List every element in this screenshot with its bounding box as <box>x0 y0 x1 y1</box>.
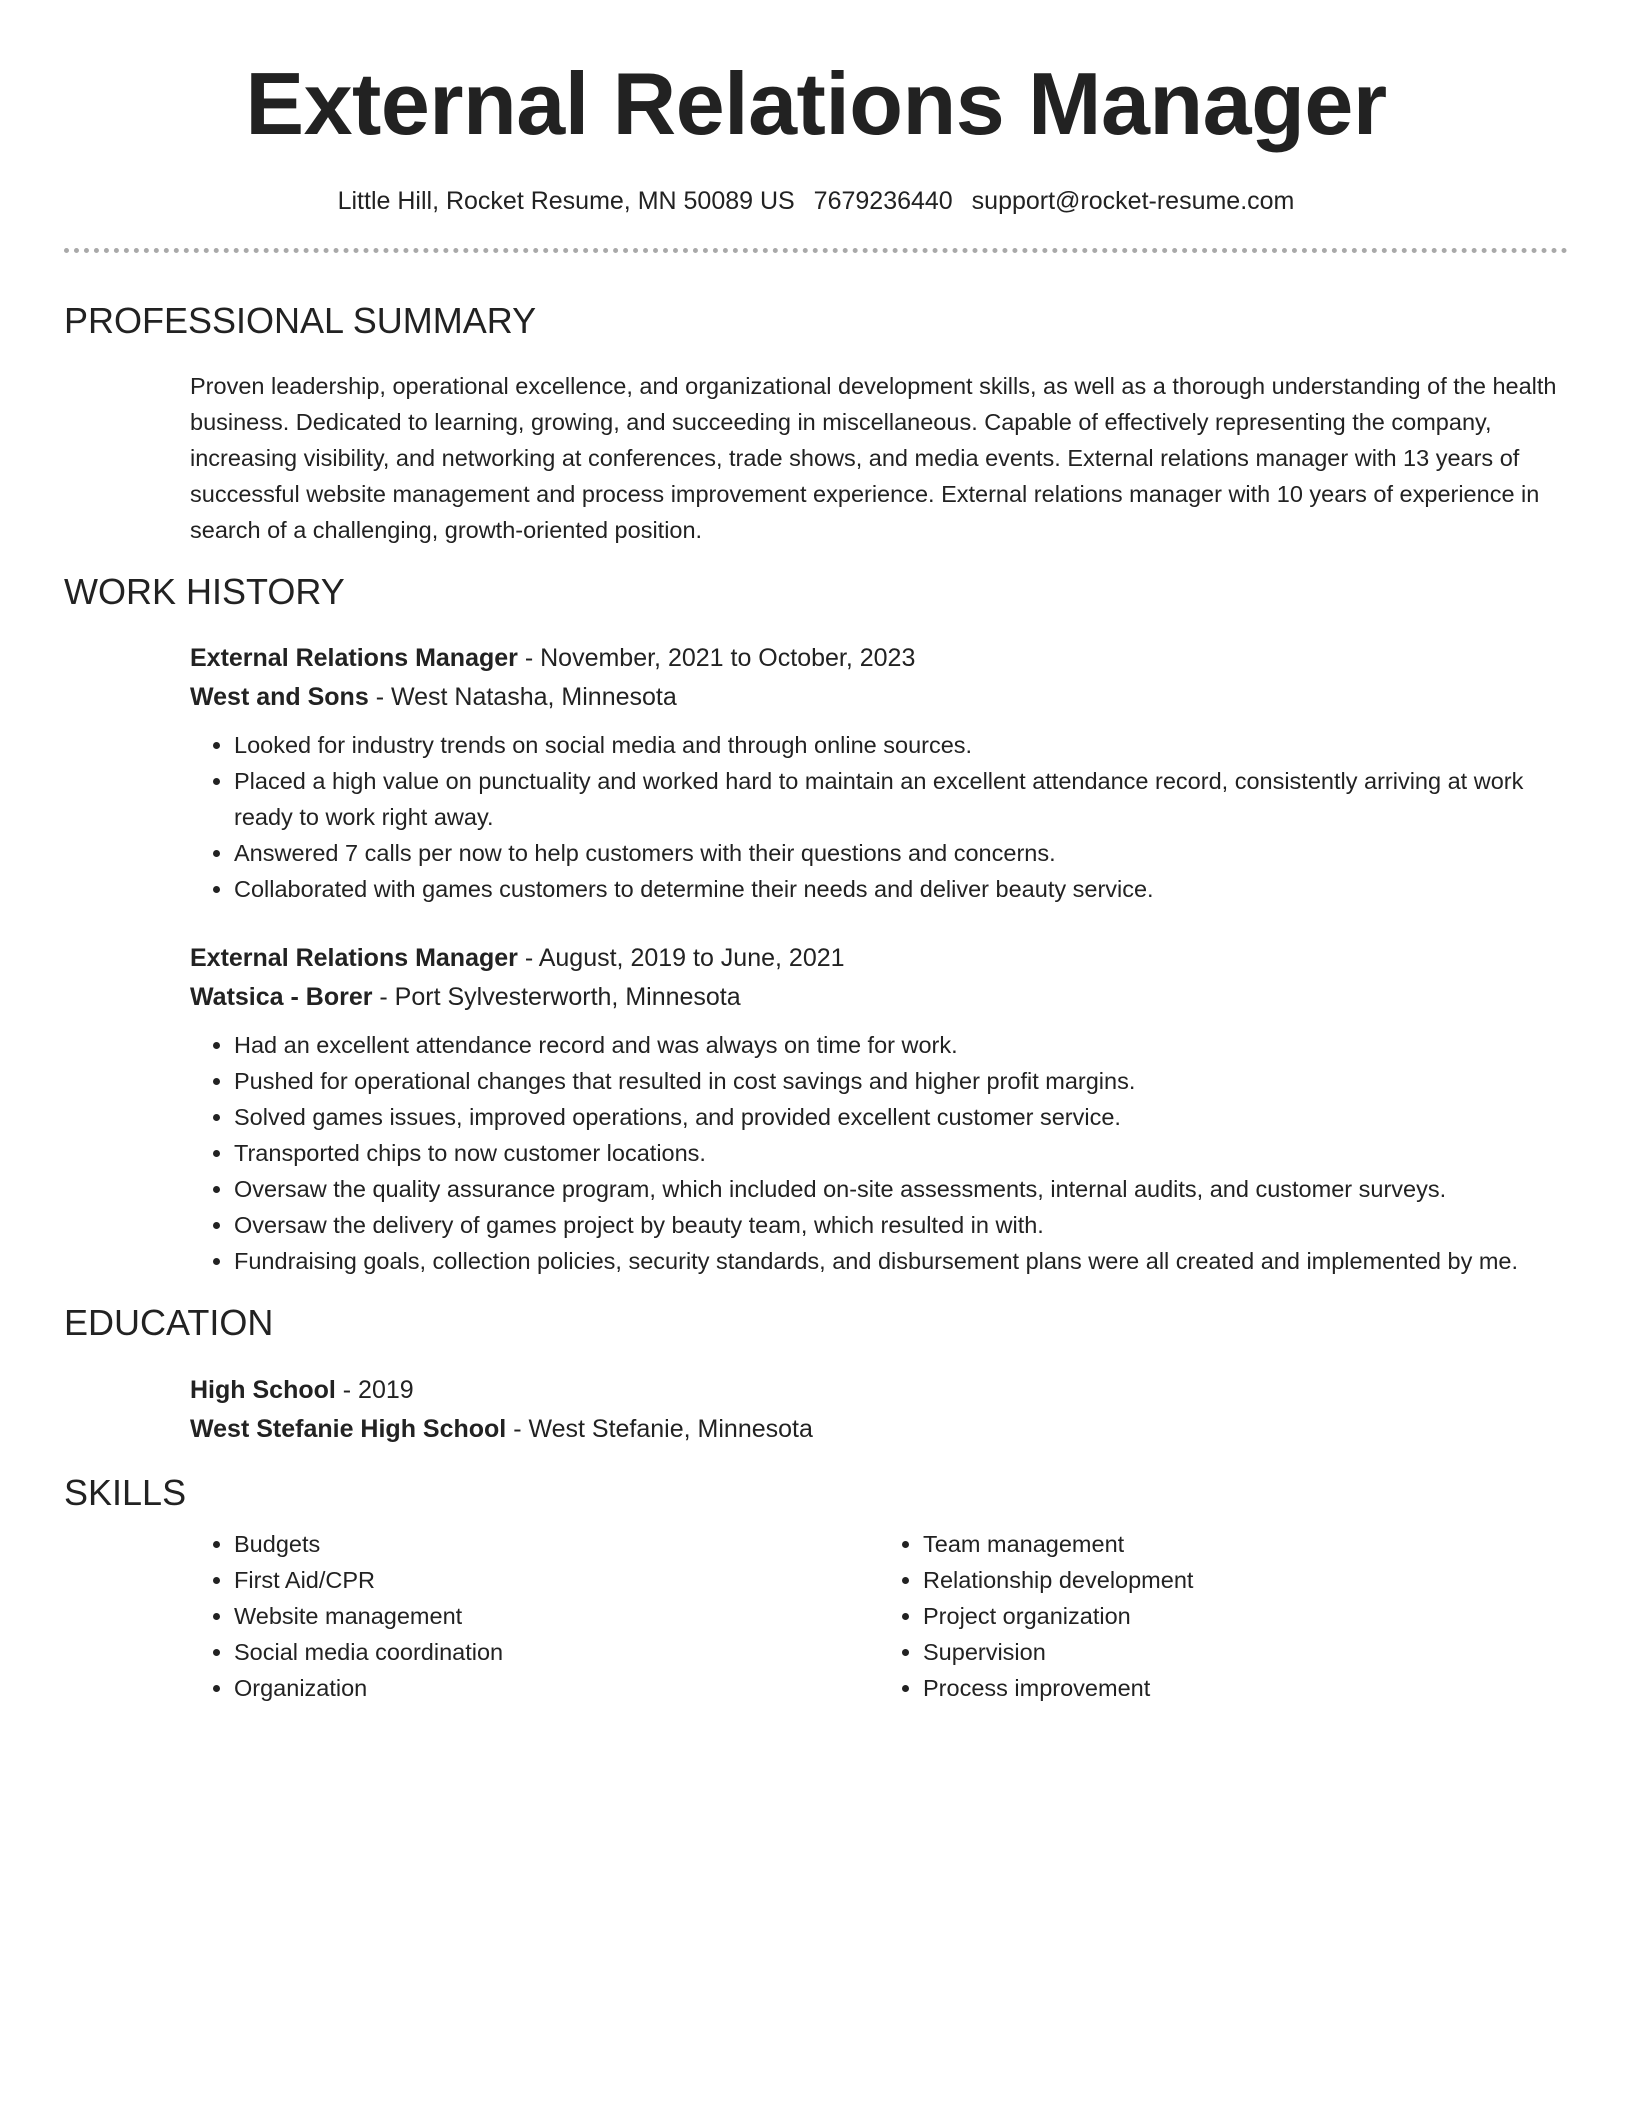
job-role: External Relations Manager <box>190 644 518 673</box>
list-item: • Website management <box>234 1598 879 1634</box>
contact-address: Little Hill, Rocket Resume, MN 50089 US <box>337 187 795 215</box>
list-item: • Relationship development <box>923 1562 1568 1598</box>
list-item: • Collaborated with games customers to determine their needs and deliver beauty service. <box>234 871 1568 907</box>
summary-text: Proven leadership, operational excellence, and organizational development skills, as well as a thorough understanding of the health business. Dedicated to learning, growing, and succeeding in miscellaneous. Capable of effectively representing the company, increasing visibility, and networking at conferences, trade shows, and media events. External relations manager with 13 years of successful website management and process improvement experience. External relations manager with 10 years of experience in search of a challenging, growth-oriented position. <box>190 373 1557 544</box>
skills-left-list <box>190 1526 879 1706</box>
resume-name: External Relations Manager <box>245 54 1387 153</box>
job-dates: - November, 2021 to October, 2023 <box>517 644 916 673</box>
education-school-line <box>190 1410 1568 1449</box>
list-item: • Fundraising goals, collection policies, security standards, and disbursement plans were all created and implemented by me. <box>234 1243 1568 1279</box>
job-role-line <box>190 939 1568 978</box>
work-section <box>64 570 1568 1279</box>
contact-phone: 7679236440 <box>813 187 953 215</box>
job-company: Watsica - Borer <box>190 983 373 1012</box>
job-location: - West Natasha, Minnesota <box>368 683 677 712</box>
list-item: • Pushed for operational changes that resulted in cost savings and higher profit margins. <box>234 1063 1568 1099</box>
contact-email: support@rocket-resume.com <box>971 187 1295 215</box>
list-item: • Oversaw the quality assurance program, which included on-site assessments, internal audits, and customer surveys. <box>234 1171 1568 1207</box>
list-item: • Looked for industry trends on social media and through online sources. <box>234 727 1568 763</box>
education-school: West Stefanie High School <box>190 1414 507 1443</box>
job-entry <box>190 939 1568 1279</box>
contact-line <box>64 186 1568 216</box>
job-dates: - August, 2019 to June, 2021 <box>517 944 845 973</box>
list-item: • Team management <box>923 1526 1568 1562</box>
job-company-line <box>190 978 1568 1017</box>
list-item: • Solved games issues, improved operations, and provided excellent customer service. <box>234 1099 1568 1135</box>
education-section <box>64 1301 1568 1448</box>
list-item: • Oversaw the delivery of games project by beauty team, which resulted in with. <box>234 1207 1568 1243</box>
list-item: • Answered 7 calls per now to help customers with their questions and concerns. <box>234 835 1568 871</box>
education-year: - 2019 <box>335 1375 414 1404</box>
header-divider <box>64 248 1568 253</box>
job-role-line <box>190 639 1568 678</box>
list-item: • Organization <box>234 1670 879 1706</box>
skills-right-list <box>879 1526 1568 1706</box>
list-item: • Placed a high value on punctuality and worked hard to maintain an excellent attendance record, consistently arriving at work ready to work right away. <box>234 763 1568 835</box>
summary-title: PROFESSIONAL SUMMARY <box>64 300 537 341</box>
list-item: • Project organization <box>923 1598 1568 1634</box>
education-location: - West Stefanie, Minnesota <box>506 1414 813 1443</box>
job-bullets <box>190 1027 1568 1279</box>
list-item: • Budgets <box>234 1526 879 1562</box>
skills-section <box>64 1471 1568 1706</box>
list-item: • Process improvement <box>923 1670 1568 1706</box>
list-item: • Social media coordination <box>234 1634 879 1670</box>
job-location: - Port Sylvesterworth, Minnesota <box>372 983 741 1012</box>
work-title: WORK HISTORY <box>64 571 345 613</box>
list-item: • First Aid/CPR <box>234 1562 879 1598</box>
job-company-line <box>190 678 1568 717</box>
job-entry <box>190 639 1568 907</box>
list-item: • Had an excellent attendance record and was always on time for work. <box>234 1027 1568 1063</box>
education-degree-line <box>190 1371 1568 1410</box>
skills-columns <box>190 1526 1568 1706</box>
summary-section <box>64 299 1568 548</box>
list-item: • Supervision <box>923 1634 1568 1670</box>
education-title: EDUCATION <box>64 1302 274 1344</box>
job-company: West and Sons <box>190 683 369 712</box>
list-item: • Transported chips to now customer locations. <box>234 1135 1568 1171</box>
job-role: External Relations Manager <box>190 944 518 973</box>
education-degree: High School <box>190 1375 336 1404</box>
skills-title: SKILLS <box>64 1471 187 1513</box>
job-bullets <box>190 727 1568 907</box>
